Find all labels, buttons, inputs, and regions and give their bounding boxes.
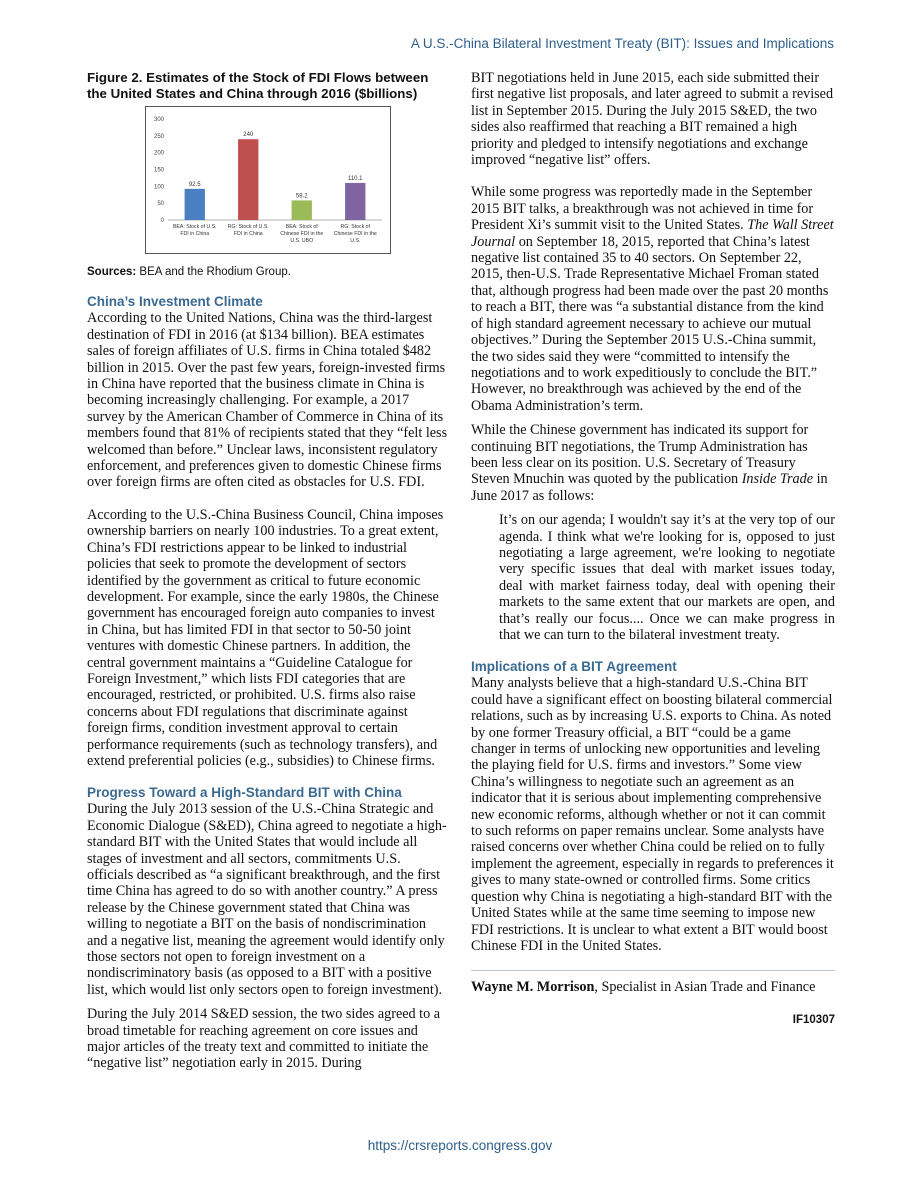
category-label-line: U.S. UBO xyxy=(290,238,314,244)
bar xyxy=(238,139,258,220)
paragraph-progress-1: During the July 2013 session of the U.S.-China Strategic and Economic Dialogue (S&ED), China agreed to negotiate a high-standard BIT with the United States that would include all stages of investment and all sectors, commitments U.S. officials described as “a significant breakthrough, and the first time China has agreed to do so with another country.” A press release by the Chinese government stated that China was willing to negotiate a BIT on the basis of nondiscrimination and a negative list, meaning the agreement would identify only those sectors not open to foreign investment on a nondiscriminatory basis (as opposed to a BIT with a positive list, which would list only sectors open to foreign investment). xyxy=(87,801,447,998)
category-label xyxy=(228,224,269,237)
running-header: A U.S.-China Bilateral Investment Treaty (BIT): Issues and Implications xyxy=(410,36,834,51)
category-label-line: U.S. xyxy=(350,238,361,244)
publication-wsj: The Wall Street Journal xyxy=(471,217,834,250)
chart-svg xyxy=(146,107,390,253)
text-span: While some progress was reportedly made in the September 2015 BIT talks, a breakthrough was not achieved in time for President Xi’s summit visit to the United States. xyxy=(471,184,814,234)
category-label xyxy=(280,224,323,244)
category-label-line: Chinese FDI in the xyxy=(280,231,324,237)
heading-implications: Implications of a BIT Agreement xyxy=(471,659,677,675)
category-label-line: RG: Stock of U.S. xyxy=(227,224,269,230)
paragraph-negotiations: BIT negotiations held in June 2015, each side submitted their first negative list proposals, and later agreed to submit a revised list in September 2015. During the July 2015 S&ED, the two sides also reaffirmed that reaching a BIT remained a high priority and pledged to intensify negotiations and exchange improved “negative list” offers. xyxy=(471,70,834,169)
author-title: , Specialist in Asian Trade and Finance xyxy=(594,979,816,996)
footer-url[interactable]: https://crsreports.congress.gov xyxy=(367,1138,553,1153)
data-label: 240 xyxy=(243,132,254,139)
category-label xyxy=(173,224,217,237)
y-tick-label: 250 xyxy=(153,133,164,140)
figure-title: Figure 2. Estimates of the Stock of FDI Flows between the United States and China through 2016 ($billions) xyxy=(87,70,429,101)
heading-progress: Progress Toward a High-Standard BIT with China xyxy=(87,785,402,801)
paragraph-progress-2: During the July 2014 S&ED session, the two sides agreed to a broad timetable for reaching agreement on core issues and major articles of the treaty text and committed to initiate the “negative list” negotiation early in 2015. During xyxy=(87,1006,441,1072)
fdi-bar-chart xyxy=(145,106,391,254)
data-label: 110.1 xyxy=(347,175,363,182)
data-label: 92.5 xyxy=(188,181,201,188)
sources-text: BEA and the Rhodium Group. xyxy=(136,266,291,278)
bar xyxy=(292,200,312,220)
divider xyxy=(471,970,835,971)
paragraph-implications: Many analysts believe that a high-standard U.S.-China BIT could have a significant effect on boosting bilateral commercial relations, such as by increasing U.S. exports to China. As noted by one former Treasury official, a BIT “could be a game changer in terms of unlocking new opportunities and leveling the playing field for U.S. firms and investors.” Some view China’s willingness to negotiate such an agreement as an indicator that it is serious about implementing comprehensive new economic reforms, although whether or not it can commit to such reforms on paper remains unclear. Some analysts have raised concerns over whether China could be relied on to fully implement the agreement, especially in regards to preferences it gives to many state-owned or controlled firms. Some critics question why China is negotiating a high-standard BIT with the United States while at the same time seeming to impose new FDI restrictions. It is unclear to what extent a BIT would boost Chinese FDI in the United States. xyxy=(471,675,834,954)
y-tick-label: 300 xyxy=(153,117,164,123)
left-column xyxy=(87,70,449,1088)
author-credit xyxy=(471,979,835,995)
mnuchin-quote: It’s on our agenda; I wouldn't say it’s at the very top of our agenda. I think what we're looking for is, opposed to just negotiating a large agreement, we're looking to negotiate very specific issues that deal with market issues today, deal with market fairness today, deal with opening their markets to the same extent that our markets are open, and that’s really our focus.... Once we can make progress in that we can turn to the bilateral investment treaty. xyxy=(499,512,835,643)
category-label-line: BEA: Stock of U.S. xyxy=(172,224,217,230)
text-span: in June 2017 as follows: xyxy=(471,471,828,504)
publication-inside-trade: Inside Trade xyxy=(741,471,814,488)
paragraph-climate-2: According to the U.S.-China Business Council, China imposes ownership barriers on nearly 100 industries. To a great extent, China’s FDI restrictions appear to be linked to industrial policies that seek to promote the development of sectors identified by the government as critical to future economic development. For example, since the early 1980s, the Chinese government has encouraged foreign auto companies to invest in China, but has limited FDI in that sector to 50-50 joint ventures with domestic Chinese partners. In addition, the central government maintains a “Guideline Catalogue for Foreign Investment,” which lists FDI categories that are encouraged, restricted, or prohibited. U.S. firms also raise concerns about FDI regulations that discriminate against foreign firms, condition investment approval to certain performance requirements (such as technology transfers), and extend preferential policies (e.g., subsidies) to Chinese firms. xyxy=(87,506,444,769)
category-label-line: FDI in China xyxy=(180,231,210,237)
right-column xyxy=(471,70,835,1028)
category-label-line: Chinese FDI in the xyxy=(333,231,377,237)
sources-label: Sources: xyxy=(87,266,137,278)
paragraph-september-talks xyxy=(471,184,835,414)
y-tick-label: 200 xyxy=(153,150,164,157)
heading-investment-climate: China’s Investment Climate xyxy=(87,294,263,310)
paragraph-climate-1: According to the United Nations, China was the third-largest destination of FDI in 2016 (at $134 billion). BEA estimates sales of foreign affiliates of U.S. firms in China totaled $482 billion in 2015. Over the past few years, foreign-invested firms in China have reported that the business climate in China is becoming increasingly challenging. For example, a 2017 survey by the American Chamber of Commerce in China of its members found that 81% of recipients stated that they “felt less welcomed than before.” Unclear laws, inconsistent regulatory enforcement, and preferences given to domestic Chinese firms over foreign firms are often cited as obstacles for U.S. FDI. xyxy=(87,310,448,491)
author-name: Wayne M. Morrison xyxy=(471,979,595,996)
product-code: IF10307 xyxy=(792,1013,835,1026)
y-tick-label: 150 xyxy=(153,167,164,174)
data-label: 58.2 xyxy=(295,193,308,200)
y-tick-label: 50 xyxy=(157,201,164,208)
category-label-line: BEA: Stock of xyxy=(285,224,318,230)
category-label-line: FDI in China xyxy=(233,231,263,237)
bar xyxy=(185,189,205,220)
paragraph-trump-administration xyxy=(471,422,835,504)
text-span: While the Chinese government has indicated its support for continuing BIT negotiations, the Trump Administration has been less clear on its position. U.S. Secretary of Treasury Steven Mnuchin was quoted by the publication xyxy=(471,422,809,488)
text-span: on September 18, 2015, reported that China’s latest negative list contained 35 to 40 sectors. On September 22, 2015, then-U.S. Trade Representative Michael Froman stated that, although progress had been made over the past 20 months to reach a BIT, there was “a substantial distance from the kind of high standard agreement necessary to achieve our mutual objectives.” During the September 2015 U.S.-China summit, the two sides said they were “committed to intensify the negotiations and to work expeditiously to conclude the BIT.” However, no breakthrough was achieved by the end of the Obama Administration’s term. xyxy=(471,233,829,414)
bar xyxy=(345,183,365,220)
category-label xyxy=(334,224,377,244)
y-tick-label: 100 xyxy=(153,184,164,191)
category-label-line: RG: Stock of xyxy=(340,224,370,230)
figure-sources xyxy=(87,264,449,280)
y-tick-label: 0 xyxy=(160,218,164,224)
